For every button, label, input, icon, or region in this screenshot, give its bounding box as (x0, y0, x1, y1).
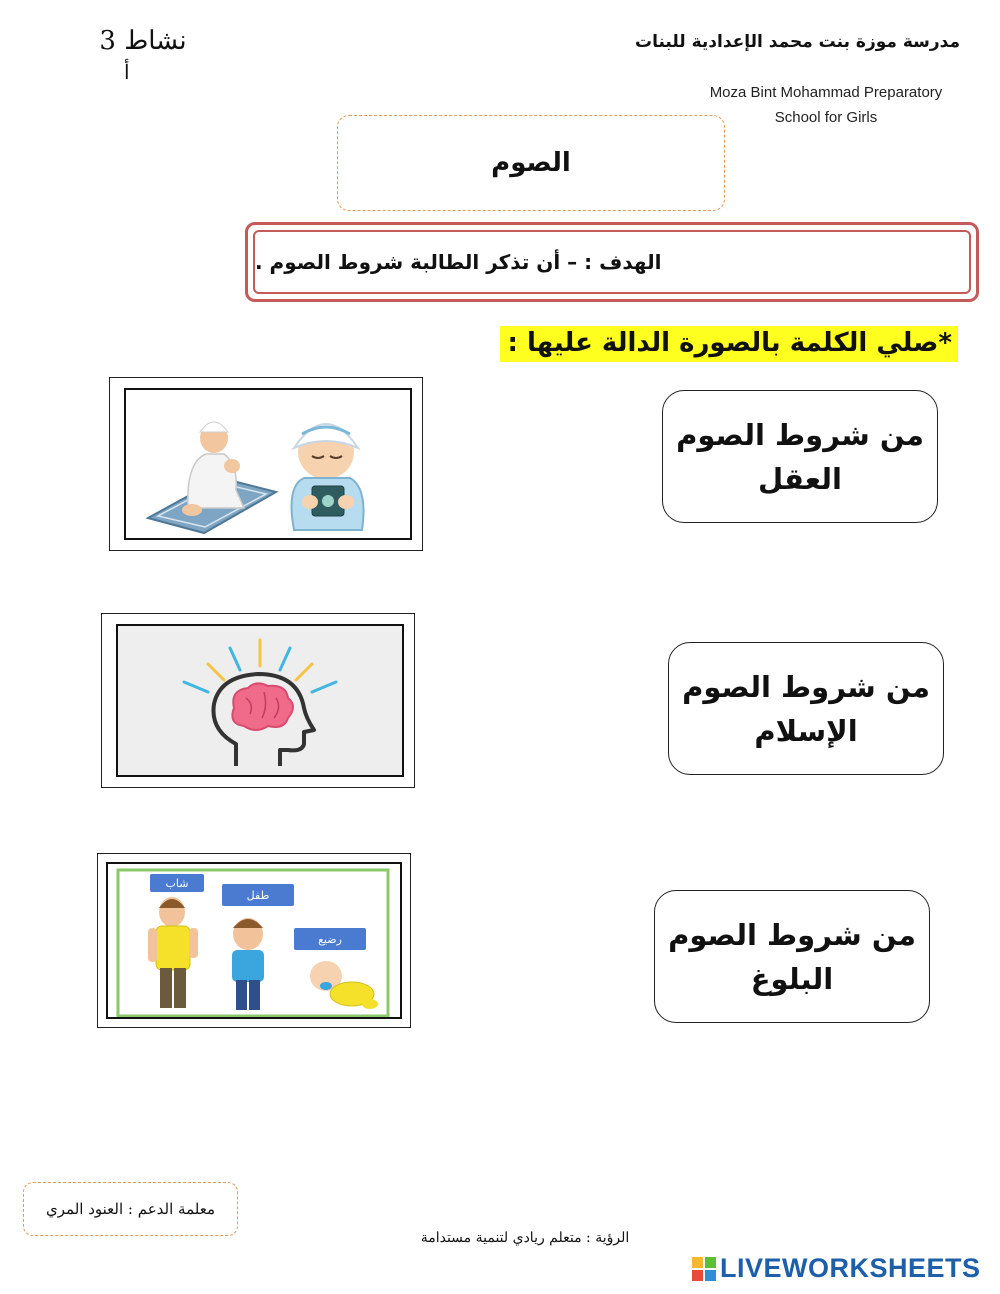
children-praying-frame (124, 388, 412, 540)
card-2-line1: من شروط الصوم (682, 669, 930, 704)
instruction-text: *صلي الكلمة بالصورة الدالة عليها : (500, 326, 958, 362)
school-name-arabic: مدرسة موزة بنت محمد الإعدادية للبنات (634, 32, 960, 52)
children-praying-image[interactable] (109, 377, 423, 551)
activity-number: نشاط 3 (99, 26, 187, 56)
liveworksheets-logo-text: LIVEWORKSHEETS (720, 1253, 981, 1283)
card-1-line1: من شروط الصوم (676, 417, 924, 452)
card-1-line2: العقل (758, 461, 842, 496)
activity-sub-label: أ (124, 60, 130, 84)
brain-head-image[interactable] (101, 613, 415, 788)
age-label-youth: شاب (165, 877, 189, 890)
school-name-english (690, 80, 962, 130)
card-3-line1: من شروط الصوم (668, 917, 916, 952)
school-name-english-line2: School for Girls (774, 109, 878, 126)
liveworksheets-logo-icon (692, 1257, 716, 1281)
teacher-name: معلمة الدعم : العنود المري (23, 1182, 238, 1236)
worksheet-title: الصوم (337, 115, 725, 211)
brain-head-frame (116, 624, 404, 777)
card-3-line2: البلوغ (750, 961, 834, 996)
age-label-child: طفل (246, 889, 270, 902)
age-stages-image[interactable] (97, 853, 411, 1028)
card-2-line2: الإسلام (754, 713, 858, 748)
liveworksheets-logo[interactable] (692, 1253, 981, 1284)
age-label-infant: رضيع (318, 933, 342, 946)
age-stages-icon (108, 864, 402, 1019)
matching-card-3[interactable] (654, 890, 930, 1023)
goal-box (245, 222, 979, 302)
matching-card-2[interactable] (668, 642, 944, 775)
matching-card-1[interactable] (662, 390, 938, 523)
age-stages-frame (106, 862, 402, 1019)
goal-text: الهدف : – أن تذكر الطالبة شروط الصوم . (253, 230, 971, 294)
brain-head-icon (118, 626, 402, 777)
praying-children-icon (126, 390, 410, 540)
school-name-english-line1: Moza Bint Mohammad Preparatory (709, 84, 943, 101)
school-vision: الرؤية : متعلم ريادي لتنمية مستدامة (420, 1230, 630, 1246)
